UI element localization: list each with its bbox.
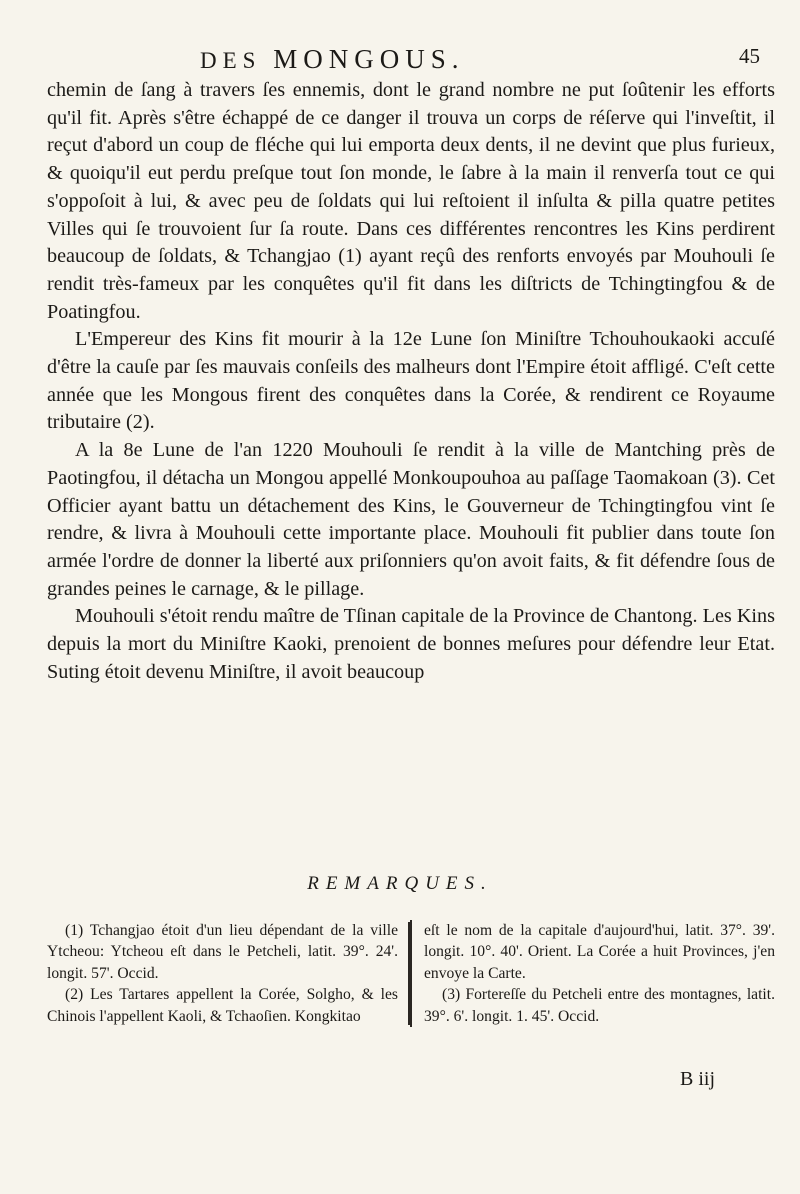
main-text <box>47 77 775 686</box>
footnote: (1) Tchangjao étoit d'un lieu dépendant de la ville Ytcheou: Ytcheou eſt dans le Petcheli, latit. 39°. 24'. longit. 57'. Occid. <box>47 922 398 982</box>
footnote: (3) Fortereſſe du Petcheli entre des montagnes, latit. 39°. 6'. longit. 1. 45'. Occid. <box>424 986 775 1025</box>
footnotes <box>47 920 775 1027</box>
running-header <box>200 44 760 75</box>
remarques-heading: REMARQUES. <box>307 873 493 894</box>
paragraph: A la 8e Lune de l'an 1220 Mouhouli ſe rendit à la ville de Mantching près de Paotingfou, il détacha un Mongou appellé Monkoupouhoa au paſſage Taomakoan (3). Cet Officier ayant battu un détachement des Kins, le Gouverneur de Tchingtingfou vint ſe rendre, & livra à Mouhouli cette importante place. Mouhouli fit publier dans toute ſon armée l'ordre de donner la liberté aux priſonniers qu'on avoit faits, & fit défendre ſous de grandes peines le carnage, & le pillage. <box>47 439 775 600</box>
paragraph: Mouhouli s'étoit rendu maître de Tſinan capitale de la Province de Chantong. Les Kins depuis la mort du Miniſtre Kaoki, prenoient de bonnes meſures pour défendre leur Etat. Suting étoit devenu Miniſtre, il avoit beaucoup <box>47 605 775 683</box>
footnote-continuation: eſt le nom de la capitale d'aujourd'hui, latit. 37°. 39'. longit. 10°. 40'. Orient. La Corée a huit Provinces, j'en envoye la Carte. <box>424 922 775 982</box>
header-title-main: MONGOUS. <box>273 44 465 74</box>
page-number: 45 <box>739 44 760 68</box>
header-title-prefix: DES <box>200 48 274 73</box>
footnotes-left-column <box>47 920 410 1027</box>
footnotes-right-column <box>410 920 775 1027</box>
header-title <box>200 44 464 75</box>
footnote: (2) Les Tartares appellent la Corée, Solgho, & les Chinois l'appellent Kaoli, & Tchaoſien. Kongkitao <box>47 986 398 1025</box>
paragraph: chemin de ſang à travers ſes ennemis, dont le grand nombre ne put ſoûtenir les efforts qu'il fit. Après s'être échappé de ce danger il trouva un corps de réſerve qui l'inveſtit, il reçut d'abord un coup de fléche qui lui emporta deux dents, il ne devint que plus furieux, & quoiqu'il eut perdu preſque tout ſon monde, le ſabre à la main il renverſa tout ce qui s'oppoſoit à lui, & avec peu de ſoldats qui lui reſtoient il inſulta & pilla quatre petites Villes qui ſe trouvoient ſur ſa route. Dans ces différentes rencontres les Kins perdirent beaucoup de ſoldats, & Tchangjao (1) ayant reçû des renforts envoyés par Mouhouli ſe rendit très-fameux par les conquêtes qu'il fit dans les diſtricts de Tchingtingfou & de Poatingfou. <box>47 79 775 323</box>
signature-mark: B iij <box>680 1068 716 1090</box>
paragraph: L'Empereur des Kins fit mourir à la 12e Lune ſon Miniſtre Tchouhoukaoki accuſé d'être la cauſe par ſes mauvais conſeils des malheurs dont l'Empire étoit affligé. C'eſt cette année que les Mongous firent des conquêtes dans la Corée, & rendirent ce Royaume tributaire (2). <box>47 328 775 434</box>
